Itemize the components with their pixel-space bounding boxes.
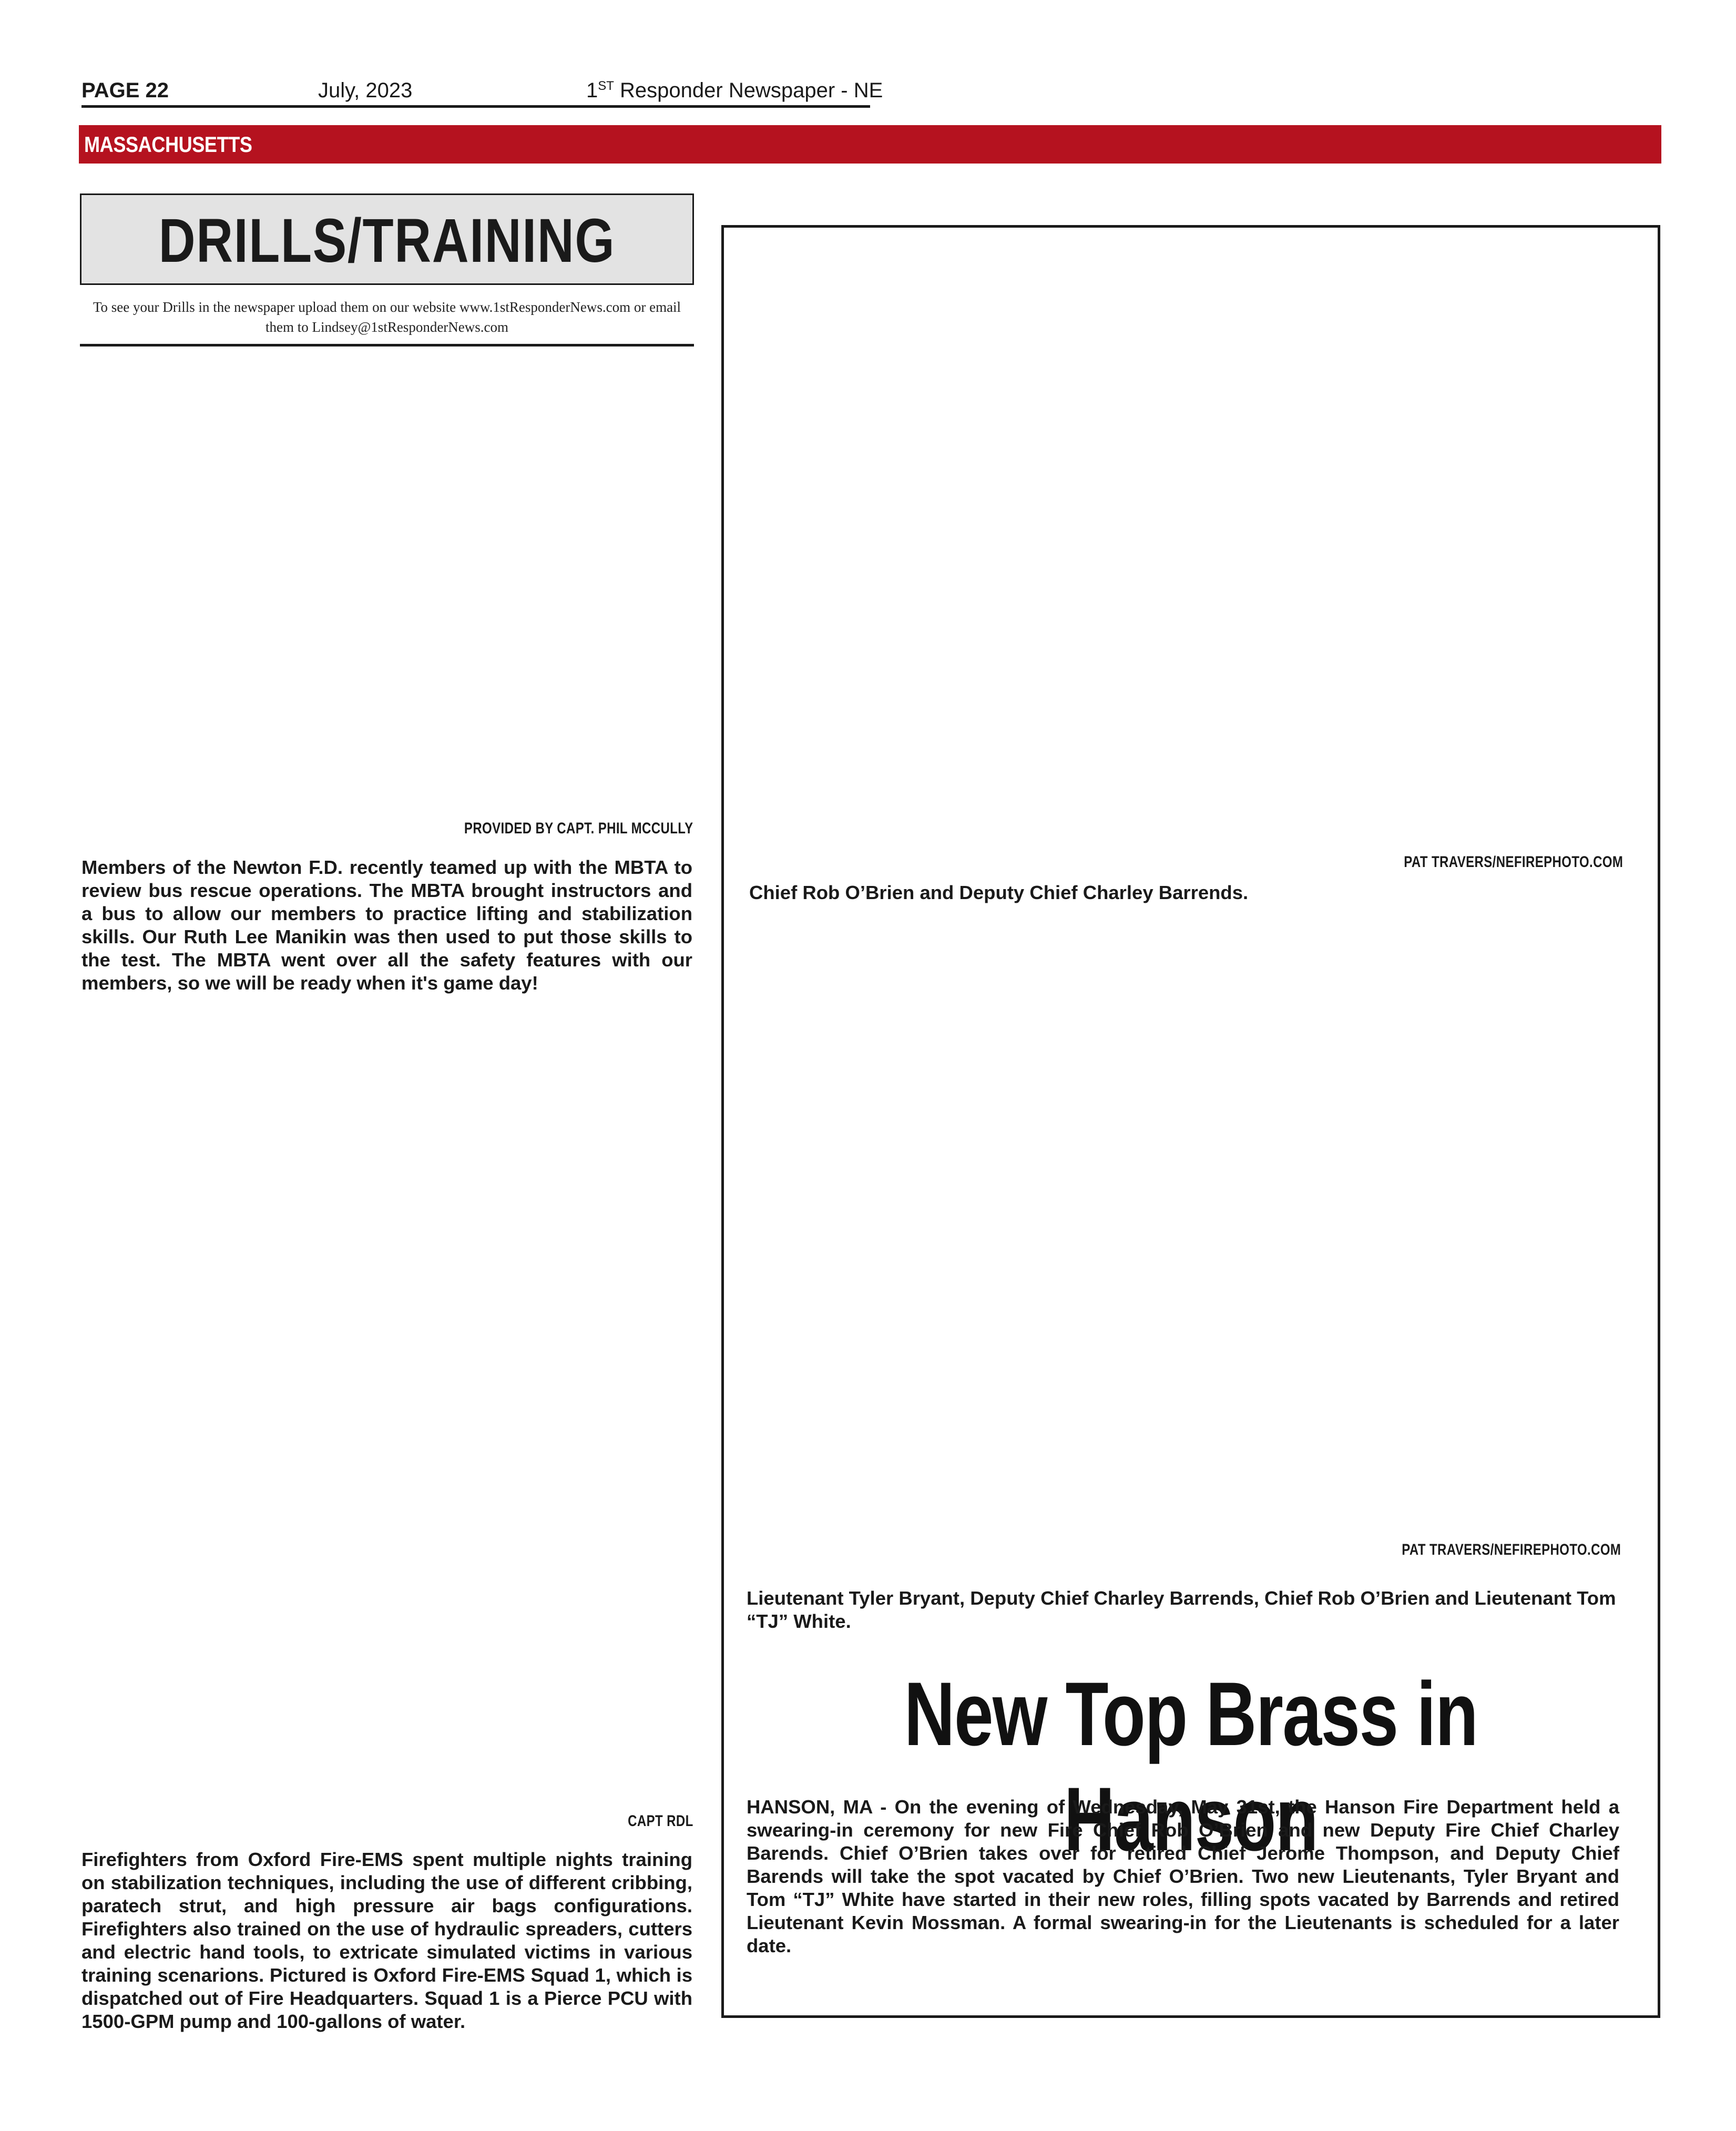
drills-rule — [80, 344, 694, 346]
issue-date: July, 2023 — [318, 79, 413, 102]
photo-credit: CAPT RDL — [628, 1812, 693, 1830]
chiefs-photo — [733, 237, 1648, 847]
page-number: PAGE 22 — [81, 79, 169, 102]
photo-caption: Lieutenant Tyler Bryant, Deputy Chief Charley Barrends, Chief Rob O’Brien and Lieutenant Tom “TJ” White. — [747, 1587, 1616, 1632]
photo-credit: PAT TRAVERS/NEFIREPHOTO.COM — [1403, 853, 1623, 871]
section-state-label: MASSACHUSETTS — [84, 132, 252, 157]
newspaper-name — [586, 78, 883, 103]
hanson-story-text: HANSON, MA - On the evening of Wednesday, May 31st, the Hanson Fire Department held a swearing-in ceremony for new Fire Chief Rob O’Brien and new Deputy Fire Chief Charley Barends. Chief O’Brien takes over for retired Chief Jerome Thompson, and Deputy Chief Barends will take the spot vacated by Chief O’Brien. Two new Lieutenants, Tyler Bryant and Tom “TJ” White have started in their new roles, filling spots vacated by Barrends and retired Lieutenant Kevin Mossman. A formal swearing-in for the Lieutenants is scheduled for a later date. — [747, 1796, 1619, 1956]
newspaper-name-superscript: ST — [598, 79, 614, 93]
photo-credit: PROVIDED BY CAPT. PHIL MCCULLY — [464, 820, 693, 837]
newspaper-name-suffix: Responder Newspaper - NE — [614, 79, 883, 102]
photo-caption: Chief Rob O’Brien and Deputy Chief Charley Barrends. — [749, 882, 1249, 903]
drills-submission-note: To see your Drills in the newspaper upload them on our website www.1stResponderNews.com or email them to Lindsey@1stResponderNews.com — [93, 299, 681, 335]
photo-credit: PAT TRAVERS/NEFIREPHOTO.COM — [1401, 1541, 1621, 1558]
drills-heading-box — [80, 193, 694, 285]
header-rule — [81, 105, 870, 108]
article-headline: New Top Brass in Hanson — [904, 1664, 1478, 1870]
oxford-story-text: Firefighters from Oxford Fire-EMS spent multiple nights training on stabilization techniques, including the use of different cribbing, paratech strut, and high pressure air bags configurations. Firefighters also trained on the use of hydraulic spreaders, cutters and electric hand tools, to extricate simulated victims in various training scenarions. Pictured is Oxford Fire-EMS Squad 1, which is dispatched out of Fire Headquarters. Squad 1 is a Pierce PCU with 1500-GPM pump and 100-gallons of water. — [81, 1849, 692, 2032]
newton-drill-photo — [80, 352, 694, 815]
officers-photo — [733, 925, 1648, 1535]
drills-title: DRILLS/TRAINING — [158, 206, 616, 276]
newspaper-name-prefix: 1 — [586, 79, 598, 102]
section-banner — [79, 125, 1661, 164]
oxford-drill-photo — [80, 1015, 694, 1806]
newton-story-text: Members of the Newton F.D. recently teamed up with the MBTA to review bus rescue operations. The MBTA brought instructors and a bus to allow our members to practice lifting and stabilization skills. Our Ruth Lee Manikin was then used to put those skills to the test. The MBTA went over all the safety features with our members, so we will be ready when it's game day! — [81, 857, 692, 994]
